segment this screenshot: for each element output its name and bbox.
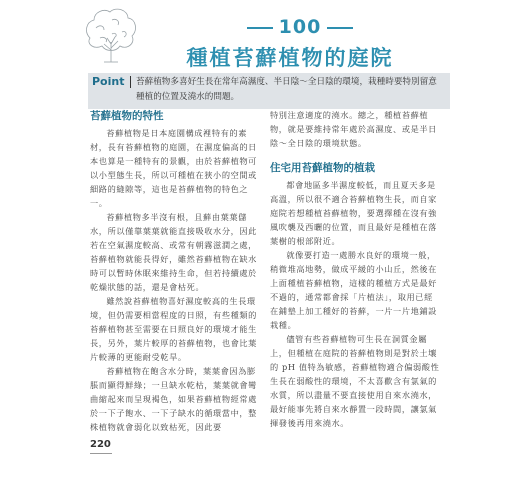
page-title: 種植苔蘚植物的庭院 xyxy=(186,46,394,70)
point-text: 苔蘚植物多喜好生長在常年高濕度、半日陰～全日陰的環境，栽種時要特別留意種植的位置及澆水的問題。 xyxy=(136,77,437,102)
section-heading-characteristics: 苔蘚植物的特性 xyxy=(90,110,164,122)
point-label: Point xyxy=(92,75,125,88)
paragraph: 都會地區多半濕度較低，而且夏天多是高溫，所以很不適合苔蘚植物生長，而自家庭院若想種植苔蘚植物，要選擇種在沒有強風吹襲及西曬的位置，而且最好是種植在落葉樹的根部附近。 xyxy=(270,180,437,246)
paragraph-continued: 特別注意適度的澆水。總之，種植苔蘚植物，就是要維持常年處於高濕度、或是半日陰～全日陰的環境狀態。 xyxy=(270,110,437,148)
left-column xyxy=(90,108,260,434)
page-number: 220 xyxy=(90,439,111,450)
paragraph: 苔蘚植物是日本庭園構成裡特有的素材，長有苔蘚植物的庭園，在濕度偏高的日本也算是一種特有的景觀，由於苔蘚植物可以小型態生長，所以可種植在狹小的空間或細路的縫隙等，這也是苔蘚植物的特色之一。 xyxy=(90,128,257,208)
section-number-text: 100 xyxy=(278,16,322,38)
paragraph: 苔蘚植物在飽含水分時，葉葉會因為膨脹而顯得鮮綠；一旦缺水乾枯，葉葉就會彎曲縮起來而呈現褐色，如果苔蘚植物經常處於一下子飽水、一下子缺水的循環當中，整株植物就會弱化以致枯死，因此要 xyxy=(90,366,257,432)
paragraph: 儘管有些苔蘚植物可生長在洞質金屬上，但種植在庭院的苔蘚植物則是對於土壤的 pH 值特為敏感，苔蘚植物適合偏弱酸性生長在弱酸性的環境，不太喜歡含有氯氣的水質，所以盡量不要直接使用自來水澆水，最好能事先將自來水靜置一段時間，讓氯氣揮發後再用來澆水。 xyxy=(270,334,440,428)
paragraph: 就像要打造一處勝水良好的環境一般，稍微堆高地勢，做成平緩的小山丘，然後在上面種植苔蘚植物，這樣的種植方式是最好不過的，通常都會採「片植法」，取用已經在鋪墊上加工種好的苔蘚，一片一片地鋪設栽種。 xyxy=(270,250,437,330)
section-heading-residential-planting: 住宅用苔蘚植物的植栽 xyxy=(270,162,375,174)
paragraph: 雖然說苔蘚植物喜好濕度較高的生長環境，但仍需要相當程度的日照，有些種類的苔蘚植物甚至需要在日照良好的環境才能生長，另外，葉片較厚的苔蘚植物，也會比葉片較薄的更能耐受乾旱。 xyxy=(90,296,257,362)
page-number-underline xyxy=(90,453,112,454)
right-column xyxy=(270,108,440,430)
paragraph: 苔蘚植物多半沒有根，且蘚由葉葉儲水，所以僅靠葉葉就能直接吸收水分，因此若在空氣濕度較高、或常有朝霧滋潤之處，苔蘚植物就能長得好，雖然苔蘚植物在缺水時可以暫時休眠來維持生命，但若持續處於乾燥狀態的話，還是會枯死。 xyxy=(90,212,257,292)
point-box xyxy=(88,73,450,109)
section-number xyxy=(150,16,450,38)
point-separator xyxy=(130,76,131,88)
